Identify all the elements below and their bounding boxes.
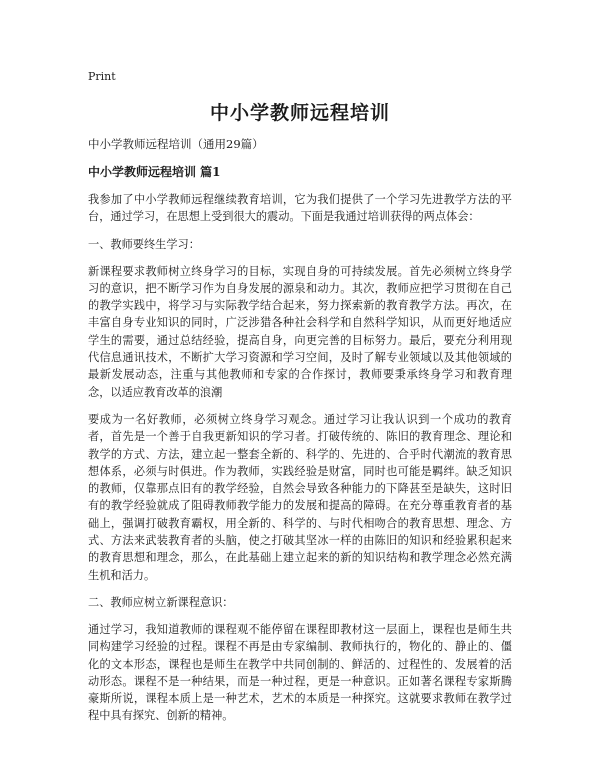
document-subtitle: 中小学教师远程培训（通用29篇）	[88, 137, 264, 151]
part2-heading: 二、教师应树立新课程意识：	[88, 595, 234, 609]
part1-heading: 一、教师要终生学习：	[88, 237, 200, 251]
print-label[interactable]: Print	[88, 70, 116, 83]
part1-paragraph-2: 要成为一名好教师，必须树立终身学习观念。通过学习让我认识到一个成功的教育者，首先是一个善于自我更新知识的学习者。打破传统的、陈旧的教育理念、理论和教学的方式、方法，建立起一整套全新的、科学的、先进的、合乎时代潮流的教育思想体系，必须与时俱进。作为教师，实践经验是财富，同时也可能是羁绊。缺乏知识的教师，仅靠那点旧有的教学经验，自然会导致各种能力的下降甚至是缺失，这时旧有的教学经验就成了阻碍教师教学能力的发展和提高的障碍。在充分尊重教育者的基础上，强调打破教育霸权，用全新的、科学的、与时代相吻合的教育思想、理念、方式、方法来武装教育者的头脑，使之打破其坚冰一样的由陈旧的知识和经验累积起来的教育思想和理念，那么，在此基础上建立起来的新的知识结构和教学理念必然充满生机和活力。	[88, 412, 512, 582]
part1-paragraph-1: 新课程要求教师树立终身学习的目标，实现自身的可持续发展。首先必须树立终身学习的意识，把不断学习作为自身发展的源泉和动力。其次，教师应把学习贯彻在自己的教学实践中，将学习与实际教学结合起来，努力探索新的教育教学方法。再次，在丰富自身专业知识的同时，广泛涉猎各种社会科学和自然科学知识，从而更好地适应学生的需要，通过总结经验，提高自身，向更完善的目标努力。最后，要充分利用现代信息通讯技术，不断扩大学习资源和学习空间，及时了解专业领域以及其他领域的最新发展动态，注重与其他教师和专家的合作探讨，教师要秉承终身学习和教育理念，以适应教育改革的浪潮	[88, 264, 512, 399]
intro-paragraph: 我参加了中小学教师远程继续教育培训，它为我们提供了一个学习先进教学方法的平台，通过学习，在思想上受到很大的震动。下面是我通过培训获得的两点体会：	[88, 193, 512, 224]
document-page	[88, 70, 512, 735]
document-title: 中小学教师远程培训	[209, 102, 390, 124]
section-heading: 中小学教师远程培训 篇1	[88, 165, 221, 179]
part2-paragraph-1: 通过学习，我知道教师的课程观不能停留在课程即教材这一层面上，课程也是师生共同构建学习经验的过程。课程不再是由专家编制、教师执行的，物化的、静止的、僵化的文本形态，课程也是师生在教学中共同创制的、鲜活的、过程性的、发展着的活动形态。课程不是一种结果，而是一种过程，更是一种意识。正如著名课程专家斯腾豪斯所说，课程本质上是一种艺术，艺术的本质是一种探究。这就要求教师在教学过程中具有探究、创新的精神。	[88, 622, 512, 723]
